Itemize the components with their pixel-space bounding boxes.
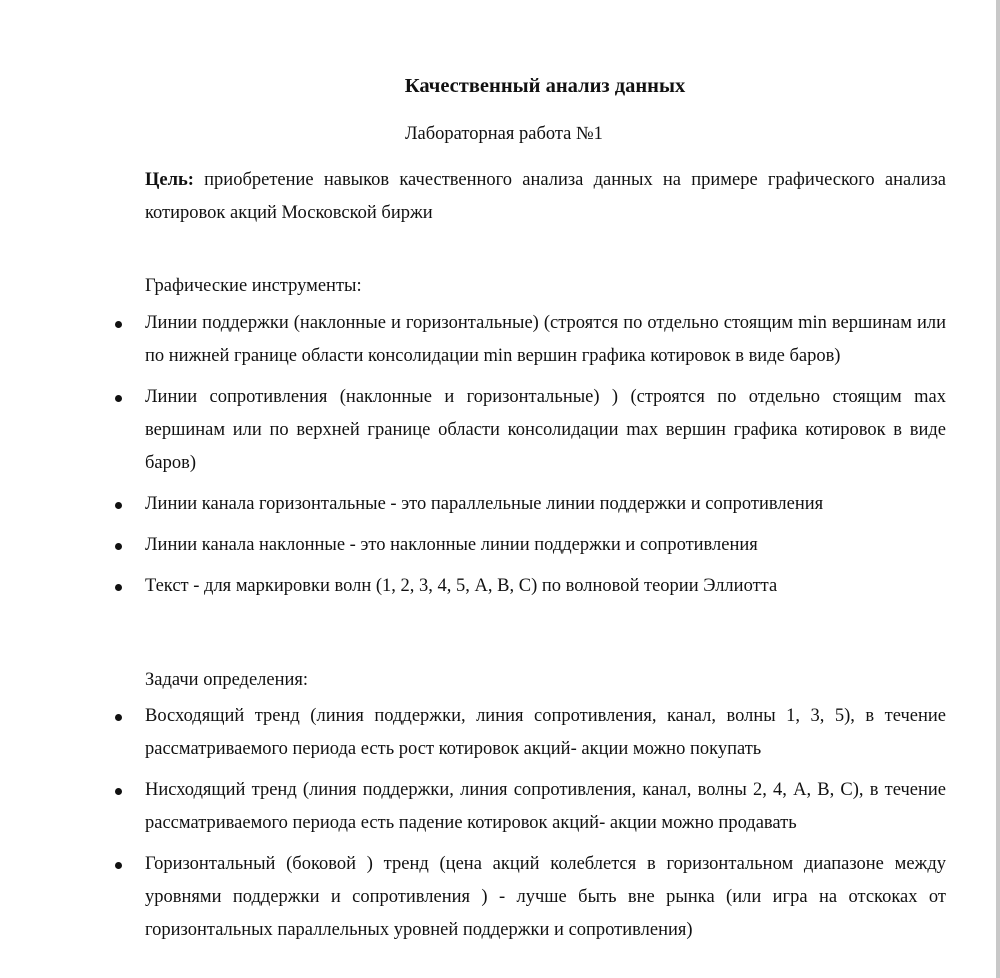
bullet-icon [115,862,122,869]
bullet-icon [115,543,122,550]
list-item [145,381,946,480]
list-item [145,848,946,947]
list-item-text: Нисходящий тренд (линия поддержки, линия сопротивления, канал, волны 2, 4, A, B, C), в течение рассматриваемого периода есть падение котировок акций- акции можно продавать [145,780,946,833]
bullet-icon [115,395,122,402]
document-title: Качественный анализ данных [404,75,686,97]
tasks-heading: Задачи определения: [145,670,309,690]
goal-label: Цель: [145,170,194,190]
list-item-text: Текст - для маркировки волн (1, 2, 3, 4, 5, A, B, C) по волновой теории Эллиотта [145,576,778,596]
list-item-text: Линии канала горизонтальные - это параллельные линии поддержки и сопротивления [145,494,824,514]
document-subtitle: Лабораторная работа №1 [405,124,603,144]
bullet-icon [115,788,122,795]
list-item [145,529,946,562]
bullet-icon [115,321,122,328]
list-item [145,570,946,603]
goal-text: приобретение навыков качественного анализа данных на примере графического анализа котировок акций Московской биржи [145,170,946,223]
bullet-icon [115,584,122,591]
list-item-text: Линии канала наклонные - это наклонные линии поддержки и сопротивления [145,535,758,555]
bullet-icon [115,502,122,509]
list-item-text: Линии поддержки (наклонные и горизонтальные) (строятся по отдельно стоящим min вершинам или по нижней границе области консолидации min вершин графика котировок в виде баров) [145,313,946,366]
list-item-text: Восходящий тренд (линия поддержки, линия сопротивления, канал, волны 1, 3, 5), в течение рассматриваемого периода есть рост котировок акций- акции можно покупать [145,706,946,759]
tools-heading: Графические инструменты: [145,276,362,296]
list-item [145,488,946,521]
scrollbar[interactable] [996,0,1000,978]
list-item [145,700,946,766]
bullet-icon [115,714,122,721]
tools-list [145,307,946,611]
tasks-list [145,700,946,955]
goal-paragraph [145,164,946,230]
list-item [145,307,946,373]
list-item-text: Линии сопротивления (наклонные и горизонтальные) ) (строятся по отдельно стоящим max вершинам или по верхней границе области консолидации max вершин графика котировок в виде баров) [145,387,946,473]
list-item [145,774,946,840]
list-item-text: Горизонтальный (боковой ) тренд (цена акций колеблется в горизонтальном диапазоне между уровнями поддержки и сопротивления ) - лучше быть вне рынка (или игра на отскоках от горизонтальных параллельных уровней поддержки и сопротивления) [145,854,946,940]
